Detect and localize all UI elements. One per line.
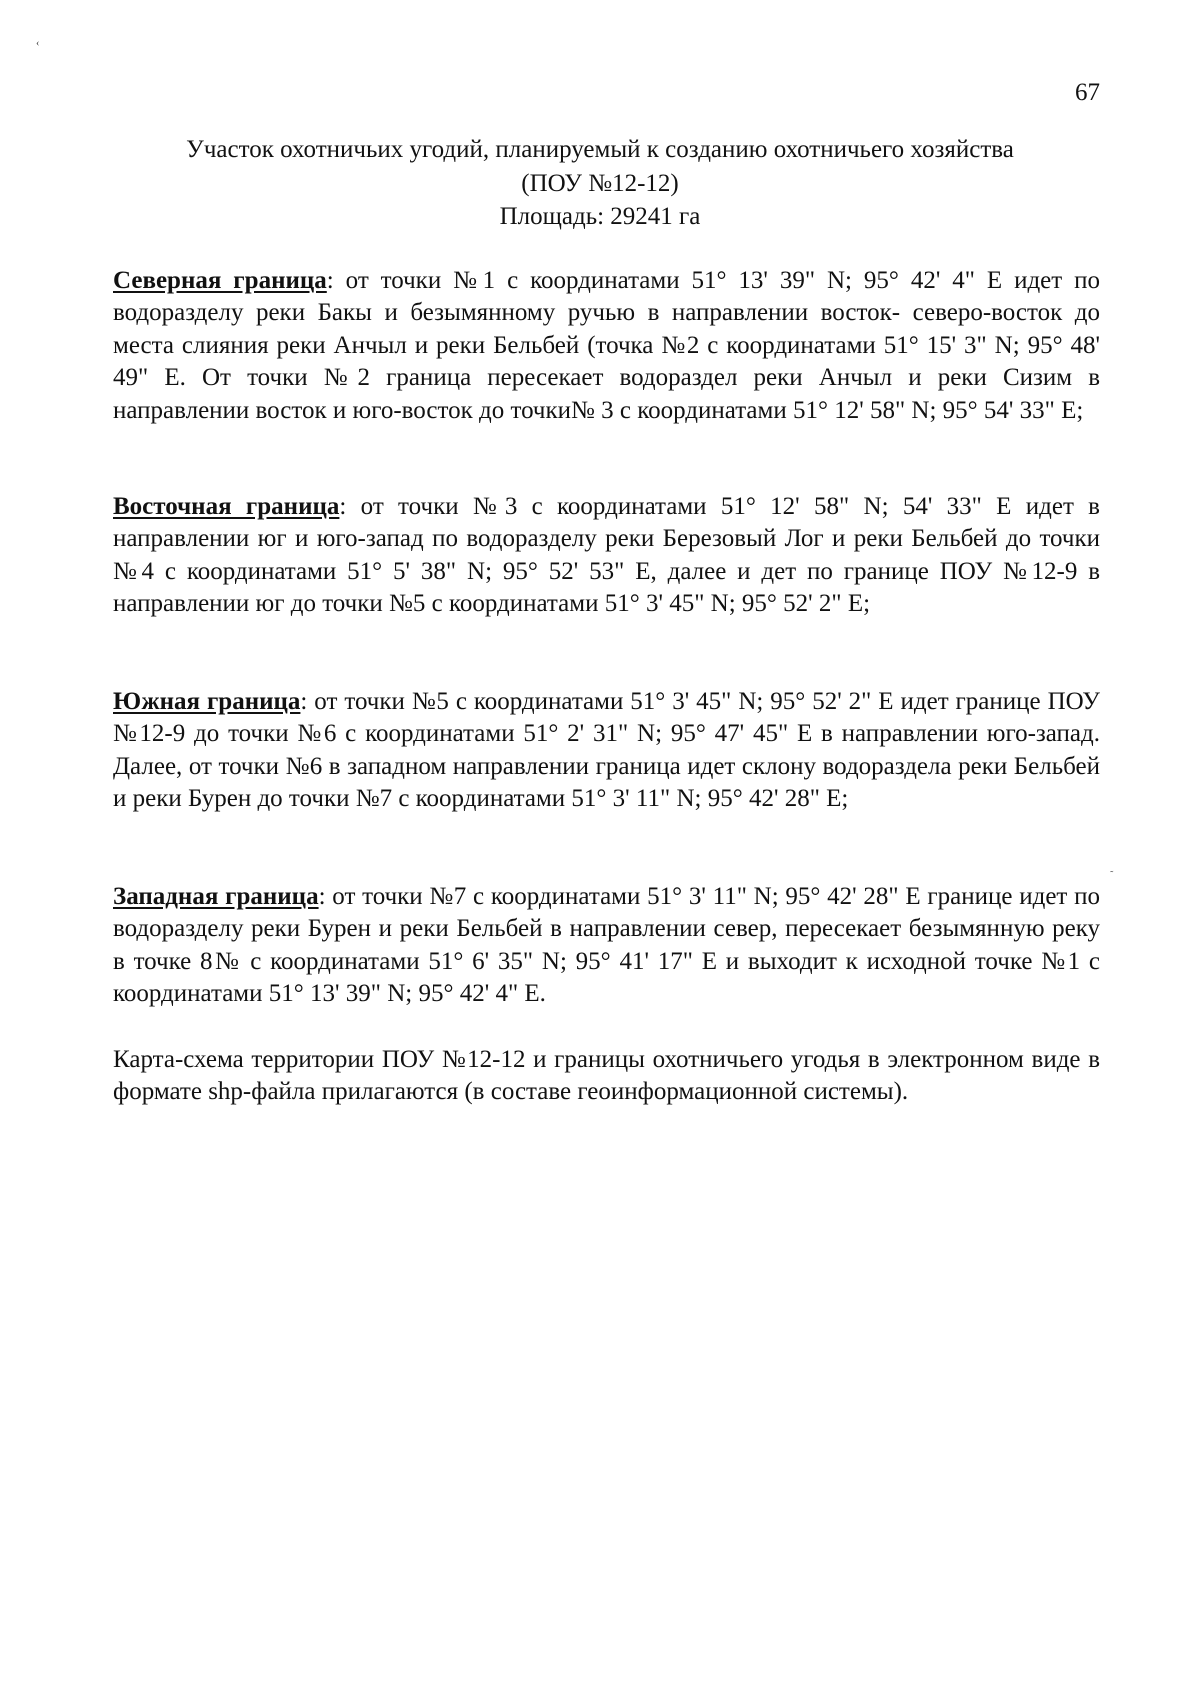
west-boundary-paragraph	[113, 881, 1100, 1011]
east-boundary-label: Восточная граница	[113, 493, 340, 520]
scan-speck: ‹	[36, 38, 40, 49]
header-area: Площадь: 29241 га	[499, 203, 701, 230]
header-code: (ПОУ №12-12)	[521, 169, 679, 197]
south-boundary-paragraph	[113, 686, 1100, 816]
east-boundary-text: : от точки №3 с координатами 51° 12' 58" N; 54' 33" E идет в направлении юг и юго-запад по водоразделу реки Березовый Лог и реки Бельбей до точки №4 с координатами 51° 5' 38" N; 95° 52' 53" E, далее и дет по границе ПОУ №12-9 в направлении юг до точки №5 с координатами 51° 3' 45" N; 95° 52' 2" E;	[113, 493, 1100, 618]
east-boundary-paragraph	[113, 491, 1100, 621]
south-boundary-text: : от точки №5 с координатами 51° 3' 45" N; 95° 52' 2" E идет границе ПОУ №12-9 до точки №6 с координатами 51° 2' 31" N; 95° 47' 45" E в направлении юго-запад. Далее, от точки №6 в западном направлении граница идет склону водораздела реки Бельбей и реки Бурен до точки №7 с координатами 51° 3' 11" N; 95° 42' 28" E;	[113, 688, 1100, 813]
west-boundary-text: : от точки №7 с координатами 51° 3' 11" N; 95° 42' 28" E границе идет по водоразделу реки Бурен и реки Бельбей в направлении север, пересекает безымянную реку в точке 8№ с координатами 51° 6' 35" N; 95° 41' 17" E и выходит к исходной точке №1 с координатами 51° 13' 39" N; 95° 42' 4" E.	[113, 883, 1100, 1008]
south-boundary-label: Южная граница	[113, 688, 301, 715]
north-boundary-paragraph	[113, 265, 1100, 427]
scan-speck: ˜	[1110, 870, 1114, 881]
header-title: Участок охотничьих угодий, планируемый к созданию охотничьего хозяйства	[186, 136, 1014, 163]
document-header	[100, 133, 1100, 234]
west-boundary-label: Западная граница	[113, 883, 319, 910]
page-number: 67	[1075, 79, 1100, 106]
map-note-paragraph: Карта-схема территории ПОУ №12-12 и границы охотничьего угодья в электронном виде в формате shp-файла прилагаются (в составе геоинформационной системы).	[113, 1046, 1100, 1106]
north-boundary-text: : от точки №1 с координатами 51° 13' 39" N; 95° 42' 4" E идет по водоразделу реки Бакы и безымянному ручью в направлении восток- северо-восток до места слияния реки Анчыл и реки Бельбей (точка №2 с координатами 51° 15' 3" N; 95° 48' 49" E. От точки №2 граница пересекает водораздел реки Анчыл и реки Сизим в направлении восток и юго-восток до точки№ 3 с координатами 51° 12' 58" N; 95° 54' 33" E;	[113, 267, 1100, 424]
north-boundary-label: Северная граница	[113, 267, 327, 294]
